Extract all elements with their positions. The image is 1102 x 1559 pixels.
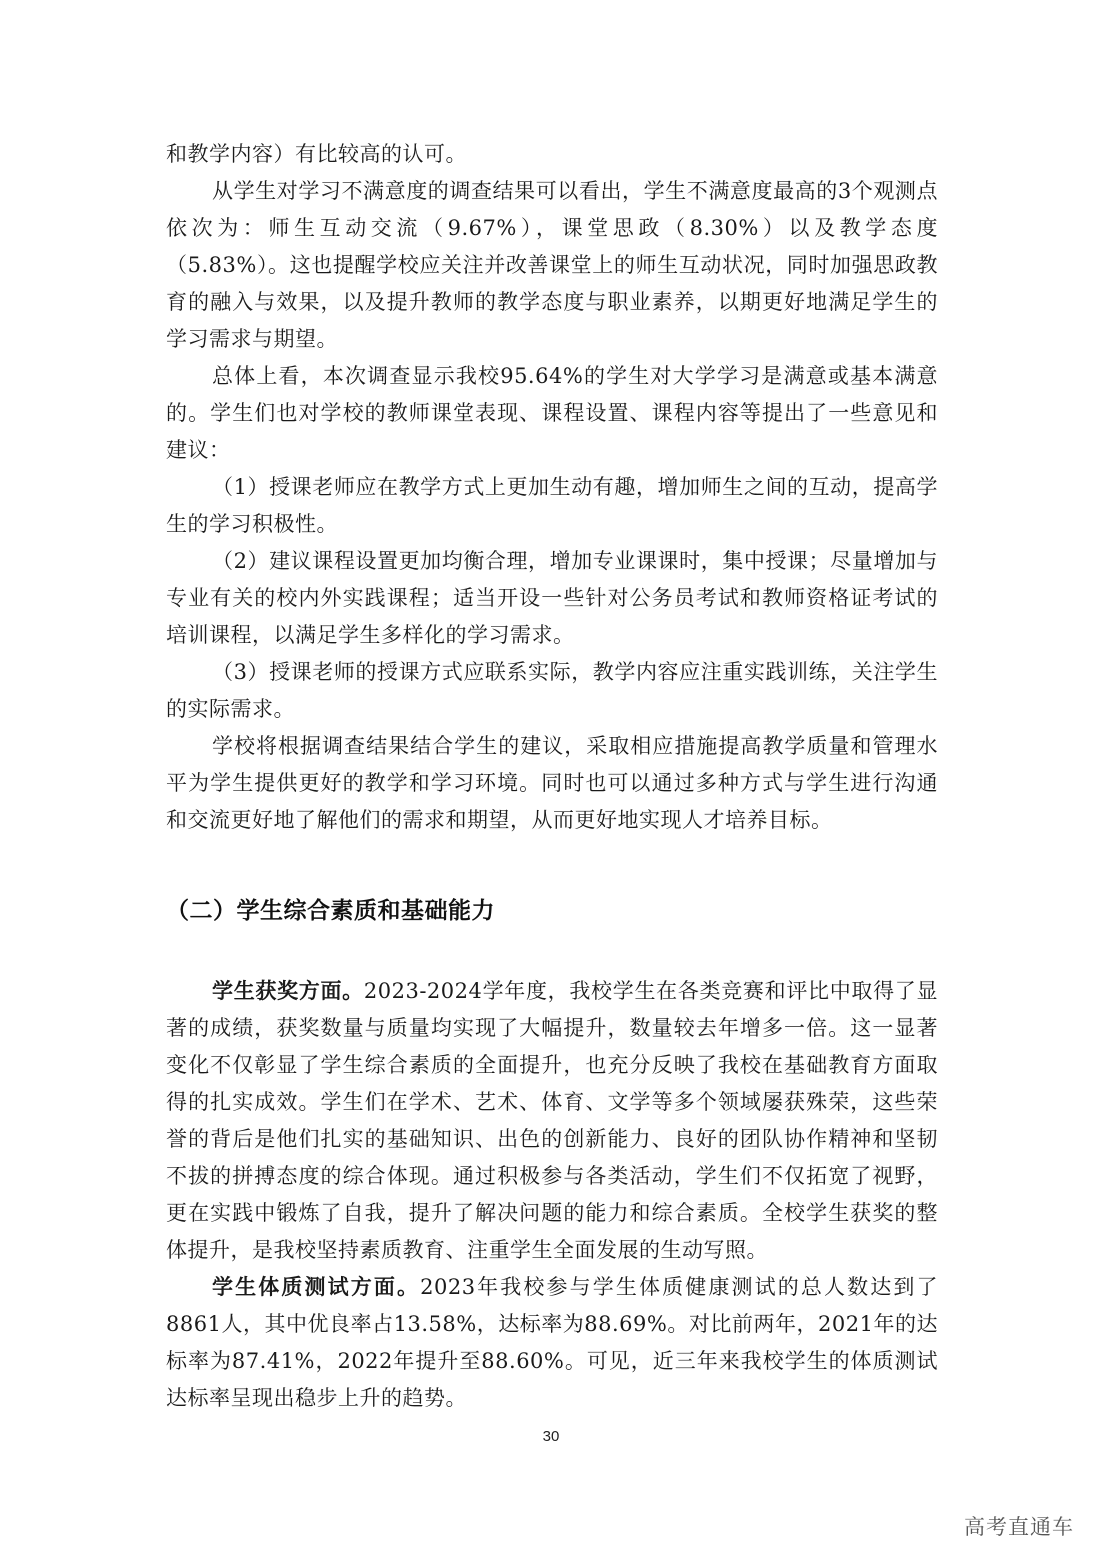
suggestion-item-3: （3）授课老师的授课方式应联系实际，教学内容应注重实践训练，关注学生的实际需求。 (166, 660, 938, 721)
page-number: 30 (542, 1428, 560, 1445)
suggestion-item-1: （1）授课老师应在教学方式上更加生动有趣，增加师生之间的互动，提高学生的学习积极性。 (166, 475, 938, 536)
paragraph-fitness (166, 1269, 938, 1417)
awards-body: 2023-2024学年度，我校学生在各类竞赛和评比中取得了显著的成绩，获奖数量与质量均实现了大幅提升，数量较去年增多一倍。这一显著变化不仅彰显了学生综合素质的全面提升，也充分反映了我校在基础教育方面取得的扎实成效。学生们在学术、艺术、体育、文学等多个领域屡获殊荣，这些荣誉的背后是他们扎实的基础知识、出色的创新能力、良好的团队协作精神和坚韧不拔的拼搏态度的综合体现。通过积极参与各类活动，学生们不仅拓宽了视野，更在实践中锻炼了自我，提升了解决问题的能力和综合素质。全校学生获奖的整体提升，是我校坚持素质教育、注重学生全面发展的生动写照。 (166, 979, 939, 1262)
section-heading: （二）学生综合素质和基础能力 (166, 898, 495, 924)
paragraph-dissatisfaction: 从学生对学习不满意度的调查结果可以看出，学生不满意度最高的3个观测点依次为：师生互动交流（9.67%），课堂思政（8.30%）以及教学态度（5.83%）。这也提醒学校应关注并改善课堂上的师生互动状况，同时加强思政教育的融入与效果，以及提升教师的教学态度与职业素养，以期更好地满足学生的学习需求与期望。 (166, 179, 938, 351)
paragraph-continuation: 和教学内容）有比较高的认可。 (166, 142, 467, 166)
paragraph-conclusion: 学校将根据调查结果结合学生的建议，采取相应措施提高教学质量和管理水平为学生提供更好的教学和学习环境。同时也可以通过多种方式与学生进行沟通和交流更好地了解他们的需求和期望，从而更好地实现人才培养目标。 (166, 734, 938, 832)
page-content (166, 136, 938, 1417)
awards-lead: 学生获奖方面。 (212, 979, 364, 1003)
suggestion-item-2: （2）建议课程设置更加均衡合理，增加专业课课时，集中授课；尽量增加与专业有关的校内外实践课程；适当开设一些针对公务员考试和教师资格证考试的培训课程，以满足学生多样化的学习需求。 (166, 549, 938, 647)
fitness-lead: 学生体质测试方面。 (212, 1275, 421, 1299)
paragraph-overall: 总体上看，本次调查显示我校95.64%的学生对大学学习是满意或基本满意的。学生们也对学校的教师课堂表现、课程设置、课程内容等提出了一些意见和建议： (166, 364, 938, 462)
paragraph-awards (166, 973, 938, 1269)
spacer (166, 930, 938, 973)
spacer (166, 839, 938, 892)
watermark-text: 高考直通车 (964, 1515, 1074, 1539)
fitness-body: 2023年我校参与学生体质健康测试的总人数达到了8861人，其中优良率占13.58%，达标率为88.69%。对比前两年，2021年的达标率为87.41%，2022年提升至88.60%。可见，近三年来我校学生的体质测试达标率呈现出稳步上升的趋势。 (166, 1275, 938, 1410)
